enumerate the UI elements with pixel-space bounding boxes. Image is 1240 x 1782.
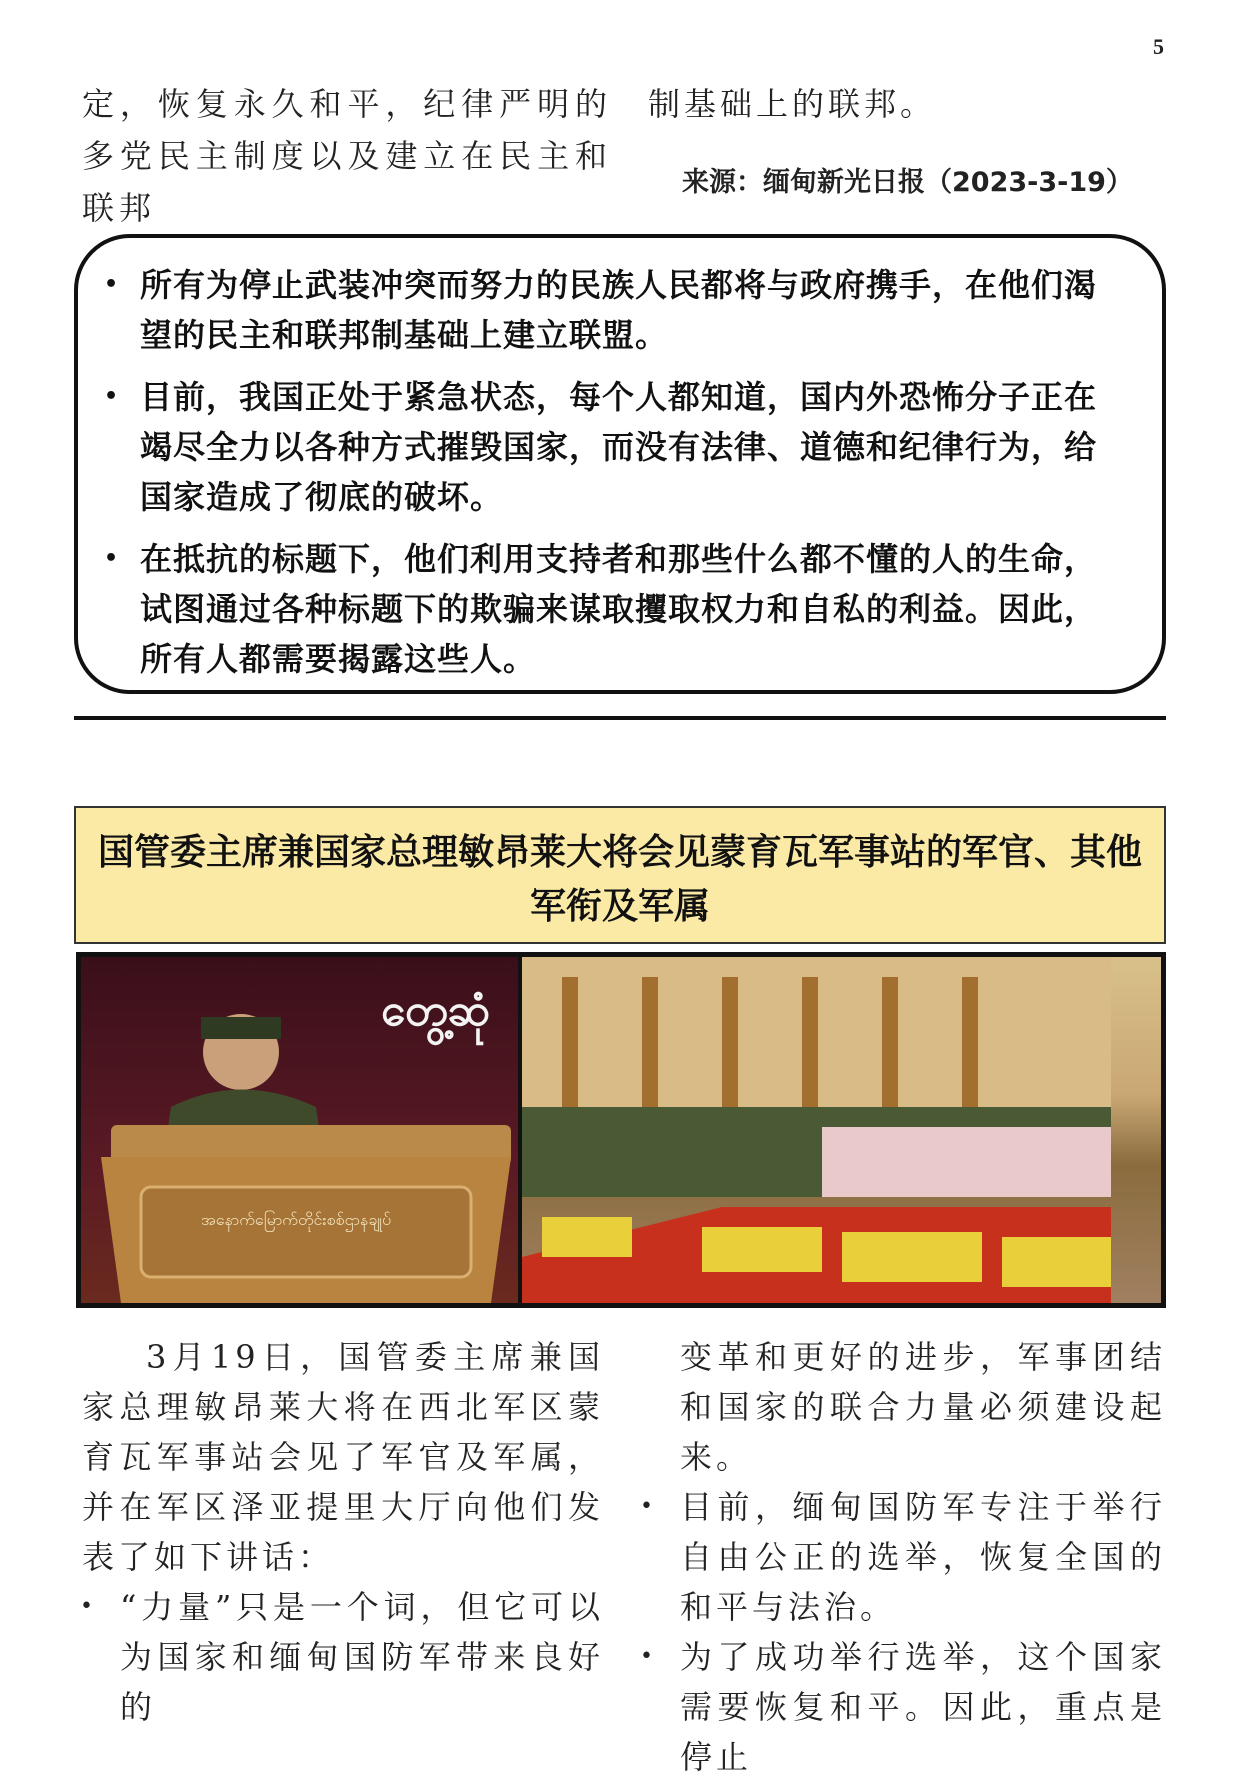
article-bullet-2: • 目前，缅甸国防军专注于举行自由公正的选举，恢复全国的和平与法治。 xyxy=(642,1482,1166,1632)
article-column-left xyxy=(82,1332,604,1732)
article-bullet-3: • 为了成功举行选举，这个国家需要恢复和平。因此，重点是停止 xyxy=(642,1632,1166,1782)
podium-sign-text: အနောက်မြောက်တိုင်းစစ်ဌာနချုပ် xyxy=(201,1210,392,1229)
speaker-photo-illustration xyxy=(81,957,518,1303)
key-points-box xyxy=(74,234,1166,694)
key-points-list xyxy=(78,238,1162,684)
article-bullet-1-continued: 变革和更好的进步，军事团结和国家的联合力量必须建设起来。 xyxy=(680,1338,1166,1476)
audience-photo xyxy=(522,957,1161,1303)
page-number: 5 xyxy=(1153,34,1164,59)
source-line: 来源：缅甸新光日报（2023-3-19） xyxy=(682,167,1133,198)
article-intro: 3月19日，国管委主席兼国家总理敏昂莱大将在西北军区蒙育瓦军事站会见了军官及军属，并在军区泽亚提里大厅向他们发表了如下讲话： xyxy=(82,1338,604,1576)
article-headline: 国管委主席兼国家总理敏昂莱大将会见蒙育瓦军事站的军官、其他军衔及军属 xyxy=(74,806,1166,944)
key-point-item: • 所有为停止武装冲突而努力的民族人民都将与政府携手，在他们渴望的民主和联邦制基础上建立联盟。 xyxy=(140,260,1128,360)
section-divider xyxy=(74,716,1166,720)
top-left-paragraph: 定，恢复永久和平，纪律严明的多党民主制度以及建立在民主和联邦 xyxy=(82,85,612,227)
photo-strip xyxy=(76,952,1166,1308)
speaker-photo xyxy=(81,957,518,1303)
key-point-item: • 目前，我国正处于紧急状态，每个人都知道，国内外恐怖分子正在竭尽全力以各种方式摧毁国家，而没有法律、道德和纪律行为，给国家造成了彻底的破坏。 xyxy=(140,372,1128,522)
top-right-paragraph: 制基础上的联邦。 xyxy=(648,85,937,123)
banner-sign-text: တွေ့ဆုံ xyxy=(381,985,491,1036)
article-bullet-1: • “力量”只是一个词，但它可以为国家和缅甸国防军带来良好的 xyxy=(82,1582,604,1732)
audience-photo-illustration xyxy=(522,957,1111,1303)
key-point-item: • 在抵抗的标题下，他们利用支持者和那些什么都不懂的人的生命，试图通过各种标题下的欺骗来谋取攫取权力和自私的利益。因此，所有人都需要揭露这些人。 xyxy=(140,534,1128,684)
article-column-right xyxy=(642,1332,1166,1782)
